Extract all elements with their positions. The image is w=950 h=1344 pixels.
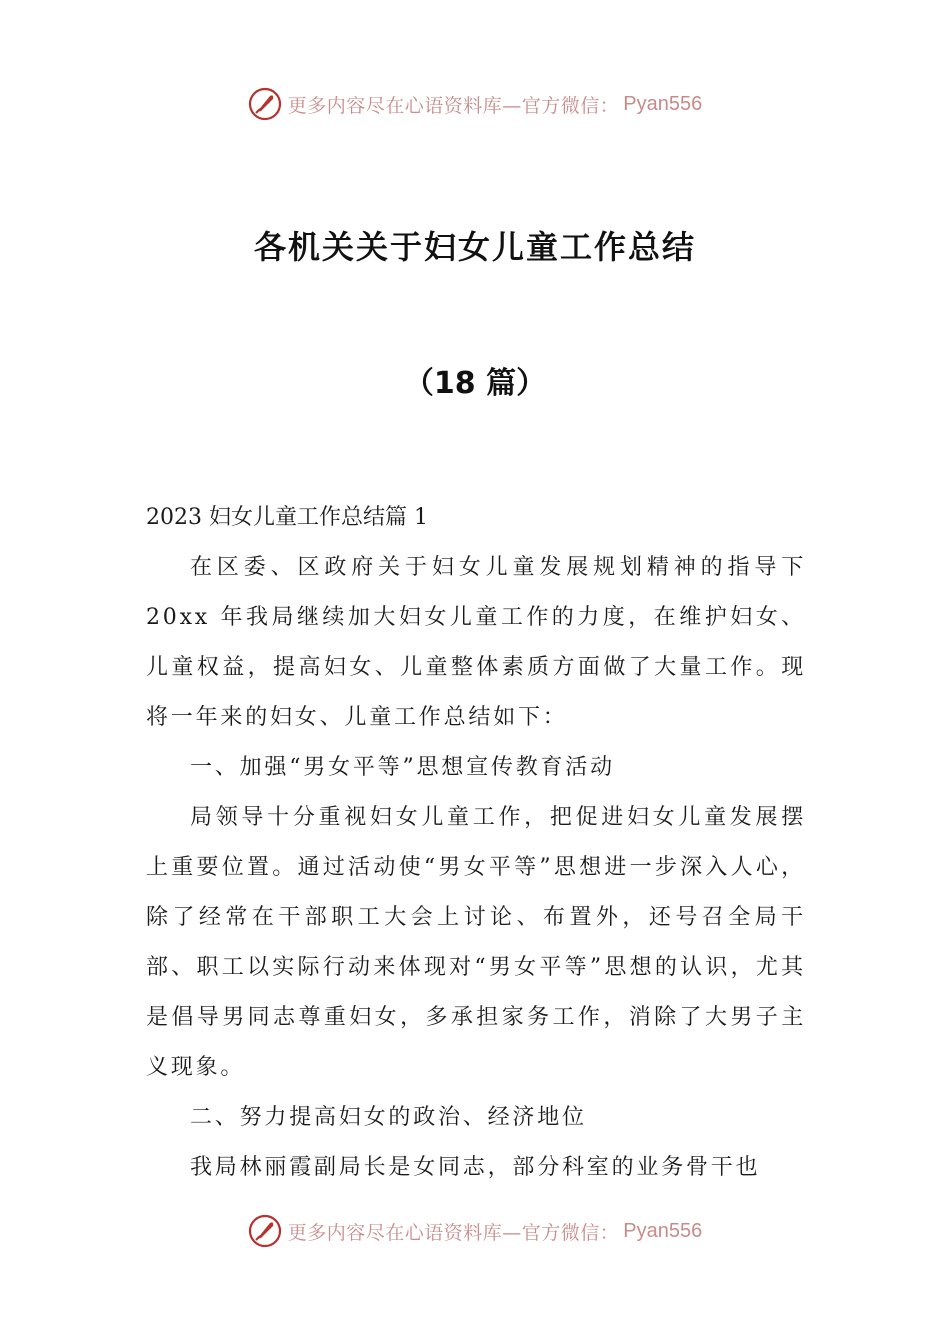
wechat-id: Pyan556 xyxy=(623,1219,703,1242)
paragraph: 局领导十分重视妇女儿童工作，把促进妇女儿童发展摆上重要位置。通过活动使“男女平等”思想进一步深入人心，除了经常在干部职工大会上讨论、布置外，还号召全局干部、职工以实际行动来体现对“男女平等”思想的认识，尤其是倡导男同志尊重妇女，多承担家务工作，消除了大男子主义现象。 xyxy=(146,805,806,1080)
document-subtitle: （18 篇） xyxy=(403,366,547,401)
section-heading: 一、加强“男女平等”思想宣传教育活动 xyxy=(190,755,615,780)
quill-logo-icon xyxy=(248,1214,282,1248)
document-body xyxy=(146,493,806,1193)
document-title: 各机关关于妇女儿童工作总结 xyxy=(253,228,696,266)
header-watermark-banner xyxy=(0,84,950,124)
banner-text: 更多内容尽在心语资料库—官方微信： xyxy=(287,1221,620,1244)
paragraph: 我局林丽霞副局长是女同志，部分科室的业务骨干也 xyxy=(190,1155,761,1180)
banner-text: 更多内容尽在心语资料库—官方微信： xyxy=(287,94,620,117)
quill-logo-icon xyxy=(248,87,282,121)
paragraph: 在区委、区政府关于妇女儿童发展规划精神的指导下 20xx 年我局继续加大妇女儿童工作的力度，在维护妇女、儿童权益，提高妇女、儿童整体素质方面做了大量工作。现将一年来的妇女、儿童工作总结如下： xyxy=(146,555,806,730)
wechat-id: Pyan556 xyxy=(623,92,703,115)
section-title: 2023 妇女儿童工作总结篇 1 xyxy=(146,505,428,530)
section-heading: 二、努力提高妇女的政治、经济地位 xyxy=(190,1105,587,1130)
footer-watermark-banner xyxy=(0,1211,950,1251)
